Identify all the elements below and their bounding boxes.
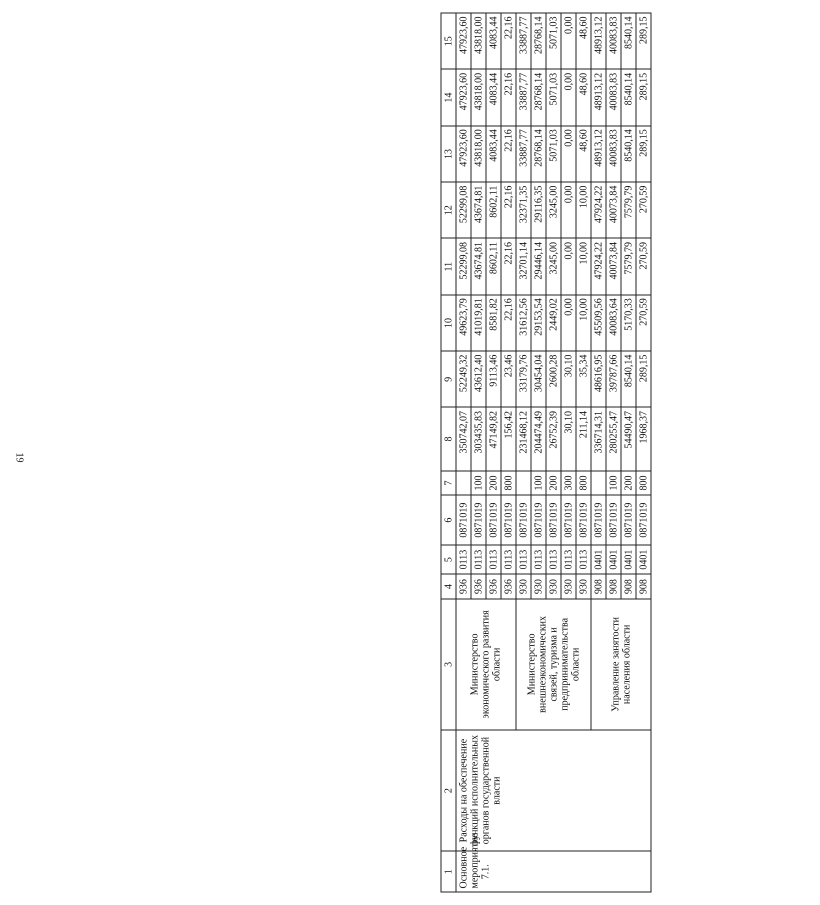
value-cell: 0,00 xyxy=(561,13,576,69)
value-cell: 908 xyxy=(591,574,606,599)
value-cell: 32371,35 xyxy=(516,182,531,238)
value-cell: 40073,84 xyxy=(606,238,621,294)
value-cell: 0871019 xyxy=(546,495,561,545)
value-cell: 0401 xyxy=(606,545,621,574)
value-cell: 7579,79 xyxy=(621,182,636,238)
value-cell: 200 xyxy=(621,471,636,496)
value-cell: 930 xyxy=(531,574,546,599)
organization-name: Министерство внешнеэкономических связей, туризма и предпринимательства области xyxy=(516,599,591,730)
value-cell: 8540,14 xyxy=(621,351,636,407)
value-cell: 47924,22 xyxy=(591,182,606,238)
header-cell: 8 xyxy=(441,407,456,470)
value-cell: 29116,35 xyxy=(531,182,546,238)
value-cell: 0,00 xyxy=(561,126,576,182)
value-cell: 43818,00 xyxy=(471,13,486,69)
value-cell: 7579,79 xyxy=(621,238,636,294)
value-cell: 270,59 xyxy=(636,182,651,238)
value-cell: 8602,11 xyxy=(486,238,501,294)
value-cell: 52249,32 xyxy=(456,351,471,407)
value-cell: 22,16 xyxy=(501,295,516,351)
value-cell: 23,46 xyxy=(501,351,516,407)
table-row xyxy=(456,13,471,892)
table-body xyxy=(441,13,651,892)
value-cell: 40083,83 xyxy=(606,69,621,125)
value-cell: 289,15 xyxy=(636,13,651,69)
value-cell: 350742,07 xyxy=(456,407,471,470)
value-cell: 10,00 xyxy=(576,238,591,294)
value-cell: 48913,12 xyxy=(591,126,606,182)
value-cell: 30454,04 xyxy=(531,351,546,407)
value-cell: 936 xyxy=(501,574,516,599)
value-cell: 39787,66 xyxy=(606,351,621,407)
value-cell: 1968,37 xyxy=(636,407,651,470)
value-cell: 204474,49 xyxy=(531,407,546,470)
value-cell: 47149,82 xyxy=(486,407,501,470)
value-cell: 0113 xyxy=(456,545,471,574)
value-cell: 47924,22 xyxy=(591,238,606,294)
organization-name: Управление занятости населения области xyxy=(591,599,651,730)
value-cell: 908 xyxy=(621,574,636,599)
value-cell: 5071,03 xyxy=(546,69,561,125)
value-cell: 0871019 xyxy=(561,495,576,545)
value-cell: 0871019 xyxy=(456,495,471,545)
value-cell: 48913,12 xyxy=(591,13,606,69)
value-cell: 0401 xyxy=(621,545,636,574)
value-cell: 289,15 xyxy=(636,69,651,125)
value-cell: 0113 xyxy=(471,545,486,574)
value-cell xyxy=(516,471,531,496)
value-cell: 22,16 xyxy=(501,126,516,182)
value-cell: 10,00 xyxy=(576,295,591,351)
value-cell: 43674,81 xyxy=(471,182,486,238)
value-cell: 0113 xyxy=(561,545,576,574)
header-cell: 13 xyxy=(441,126,456,182)
value-cell: 26752,39 xyxy=(546,407,561,470)
value-cell: 8540,14 xyxy=(621,13,636,69)
value-cell: 8602,11 xyxy=(486,182,501,238)
value-cell: 908 xyxy=(606,574,621,599)
value-cell: 270,59 xyxy=(636,238,651,294)
value-cell: 22,16 xyxy=(501,182,516,238)
value-cell: 0113 xyxy=(576,545,591,574)
value-cell: 47923,60 xyxy=(456,126,471,182)
value-cell: 211,14 xyxy=(576,407,591,470)
value-cell: 936 xyxy=(456,574,471,599)
value-cell: 28768,14 xyxy=(531,126,546,182)
value-cell: 300 xyxy=(561,471,576,496)
value-cell: 280255,47 xyxy=(606,407,621,470)
value-cell: 0113 xyxy=(501,545,516,574)
value-cell: 47923,60 xyxy=(456,13,471,69)
header-cell: 14 xyxy=(441,69,456,125)
value-cell: 4083,44 xyxy=(486,13,501,69)
rotated-table-container xyxy=(441,13,820,893)
value-cell: 930 xyxy=(576,574,591,599)
value-cell: 2449,02 xyxy=(546,295,561,351)
value-cell: 0871019 xyxy=(501,495,516,545)
value-cell: 8581,82 xyxy=(486,295,501,351)
value-cell: 0871019 xyxy=(576,495,591,545)
value-cell: 9113,46 xyxy=(486,351,501,407)
header-cell: 1 xyxy=(441,851,456,892)
value-cell xyxy=(456,471,471,496)
value-cell: 43818,00 xyxy=(471,69,486,125)
value-cell: 3245,00 xyxy=(546,182,561,238)
header-cell: 7 xyxy=(441,471,456,496)
value-cell: 936 xyxy=(471,574,486,599)
value-cell: 100 xyxy=(606,471,621,496)
value-cell: 0113 xyxy=(531,545,546,574)
header-cell: 9 xyxy=(441,351,456,407)
value-cell: 0871019 xyxy=(621,495,636,545)
value-cell: 40083,83 xyxy=(606,126,621,182)
value-cell: 930 xyxy=(516,574,531,599)
value-cell: 0871019 xyxy=(606,495,621,545)
value-cell: 28768,14 xyxy=(531,13,546,69)
value-cell: 0113 xyxy=(486,545,501,574)
value-cell: 231468,12 xyxy=(516,407,531,470)
value-cell: 270,59 xyxy=(636,295,651,351)
value-cell: 48,60 xyxy=(576,13,591,69)
header-cell: 15 xyxy=(441,13,456,69)
value-cell: 0,00 xyxy=(561,69,576,125)
value-cell: 100 xyxy=(471,471,486,496)
value-cell: 48616,95 xyxy=(591,351,606,407)
value-cell: 43612,40 xyxy=(471,351,486,407)
value-cell: 0871019 xyxy=(486,495,501,545)
value-cell: 48,60 xyxy=(576,69,591,125)
value-cell: 33179,76 xyxy=(516,351,531,407)
value-cell: 5170,33 xyxy=(621,295,636,351)
header-cell: 4 xyxy=(441,574,456,599)
value-cell: 0871019 xyxy=(591,495,606,545)
header-cell: 6 xyxy=(441,495,456,545)
value-cell: 100 xyxy=(531,471,546,496)
value-cell: 8540,14 xyxy=(621,69,636,125)
value-cell: 0401 xyxy=(636,545,651,574)
value-cell: 8540,14 xyxy=(621,126,636,182)
value-cell: 0871019 xyxy=(516,495,531,545)
value-cell: 4083,44 xyxy=(486,69,501,125)
value-cell: 3245,00 xyxy=(546,238,561,294)
value-cell: 930 xyxy=(546,574,561,599)
value-cell: 40083,83 xyxy=(606,13,621,69)
value-cell: 49623,79 xyxy=(456,295,471,351)
value-cell: 33887,77 xyxy=(516,13,531,69)
header-cell: 12 xyxy=(441,182,456,238)
value-cell xyxy=(591,471,606,496)
value-cell: 48913,12 xyxy=(591,69,606,125)
value-cell: 52299,08 xyxy=(456,238,471,294)
value-cell: 30,10 xyxy=(561,351,576,407)
header-row xyxy=(441,13,456,892)
value-cell: 10,00 xyxy=(576,182,591,238)
value-cell: 41019,81 xyxy=(471,295,486,351)
value-cell: 5071,03 xyxy=(546,126,561,182)
value-cell: 33887,77 xyxy=(516,126,531,182)
value-cell: 48,60 xyxy=(576,126,591,182)
value-cell: 289,15 xyxy=(636,126,651,182)
value-cell: 303435,83 xyxy=(471,407,486,470)
value-cell: 0871019 xyxy=(471,495,486,545)
value-cell: 28768,14 xyxy=(531,69,546,125)
expense-description: Расходы на обеспечение функций исполнительных органов государственной власти xyxy=(456,730,651,852)
value-cell: 54490,47 xyxy=(621,407,636,470)
value-cell: 22,16 xyxy=(501,69,516,125)
main-activity-label: Основное мероприятие 7.1. xyxy=(456,851,651,892)
value-cell: 0,00 xyxy=(561,238,576,294)
value-cell: 800 xyxy=(636,471,651,496)
header-cell: 3 xyxy=(441,599,456,730)
value-cell: 289,15 xyxy=(636,351,651,407)
value-cell: 0401 xyxy=(591,545,606,574)
value-cell: 31612,56 xyxy=(516,295,531,351)
value-cell: 930 xyxy=(561,574,576,599)
value-cell: 40073,84 xyxy=(606,182,621,238)
value-cell: 43674,81 xyxy=(471,238,486,294)
header-cell: 11 xyxy=(441,238,456,294)
value-cell: 0,00 xyxy=(561,295,576,351)
value-cell: 156,42 xyxy=(501,407,516,470)
page-number: 19 xyxy=(13,452,25,463)
value-cell: 35,34 xyxy=(576,351,591,407)
value-cell: 45509,56 xyxy=(591,295,606,351)
value-cell: 4083,44 xyxy=(486,126,501,182)
value-cell: 0871019 xyxy=(636,495,651,545)
budget-table xyxy=(441,13,652,893)
value-cell: 200 xyxy=(486,471,501,496)
value-cell: 0113 xyxy=(516,545,531,574)
value-cell: 47923,60 xyxy=(456,69,471,125)
value-cell: 936 xyxy=(486,574,501,599)
value-cell: 800 xyxy=(501,471,516,496)
value-cell: 52299,08 xyxy=(456,182,471,238)
header-cell: 5 xyxy=(441,545,456,574)
value-cell: 200 xyxy=(546,471,561,496)
value-cell: 0871019 xyxy=(531,495,546,545)
header-cell: 10 xyxy=(441,295,456,351)
value-cell: 30,10 xyxy=(561,407,576,470)
value-cell: 5071,03 xyxy=(546,13,561,69)
value-cell: 43818,00 xyxy=(471,126,486,182)
value-cell: 2600,28 xyxy=(546,351,561,407)
value-cell: 29153,54 xyxy=(531,295,546,351)
value-cell: 800 xyxy=(576,471,591,496)
organization-name: Министерство экономического развития области xyxy=(456,599,516,730)
value-cell: 33887,77 xyxy=(516,69,531,125)
value-cell: 22,16 xyxy=(501,13,516,69)
value-cell: 908 xyxy=(636,574,651,599)
value-cell: 336714,31 xyxy=(591,407,606,470)
value-cell: 0,00 xyxy=(561,182,576,238)
value-cell: 40083,64 xyxy=(606,295,621,351)
value-cell: 22,16 xyxy=(501,238,516,294)
value-cell: 0113 xyxy=(546,545,561,574)
header-cell: 2 xyxy=(441,730,456,852)
value-cell: 32701,14 xyxy=(516,238,531,294)
value-cell: 29446,14 xyxy=(531,238,546,294)
